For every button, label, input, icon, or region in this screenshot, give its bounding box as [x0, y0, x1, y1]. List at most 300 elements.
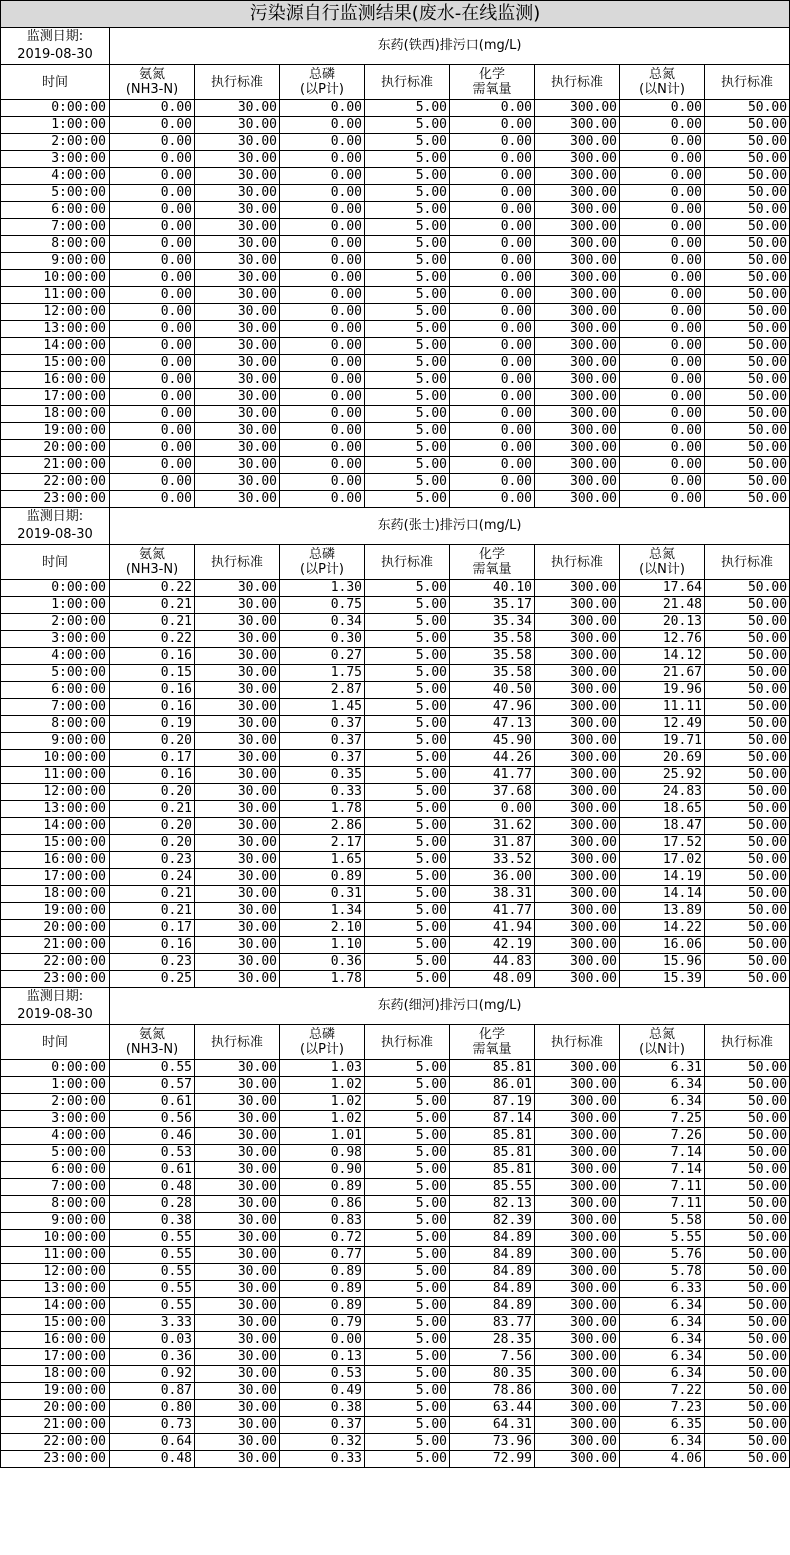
time-cell: 6:00:00 — [1, 1162, 110, 1179]
value-cell: 5.00 — [365, 869, 450, 886]
value-cell: 30.00 — [195, 1264, 280, 1281]
value-cell: 30.00 — [195, 253, 280, 270]
table-row — [1, 270, 790, 287]
value-cell: 300.00 — [535, 219, 620, 236]
value-cell: 300.00 — [535, 1060, 620, 1077]
value-cell: 5.78 — [620, 1264, 705, 1281]
value-cell: 50.00 — [705, 1077, 790, 1094]
value-cell: 0.00 — [620, 270, 705, 287]
value-cell: 300.00 — [535, 1434, 620, 1451]
value-cell: 85.81 — [450, 1060, 535, 1077]
value-cell: 0.00 — [110, 355, 195, 372]
value-cell: 5.00 — [365, 682, 450, 699]
outlet-title: 东药(细河)排污口(mg/L) — [110, 988, 790, 1025]
value-cell: 300.00 — [535, 236, 620, 253]
value-cell: 84.89 — [450, 1247, 535, 1264]
value-cell: 50.00 — [705, 699, 790, 716]
time-cell: 19:00:00 — [1, 1383, 110, 1400]
time-cell: 3:00:00 — [1, 631, 110, 648]
value-cell: 5.00 — [365, 1417, 450, 1434]
value-cell: 5.00 — [365, 134, 450, 151]
value-cell: 64.31 — [450, 1417, 535, 1434]
table-row — [1, 117, 790, 134]
value-cell: 30.00 — [195, 168, 280, 185]
column-header-row — [1, 65, 790, 100]
value-cell: 50.00 — [705, 733, 790, 750]
value-cell: 25.92 — [620, 767, 705, 784]
value-cell: 5.00 — [365, 219, 450, 236]
value-cell: 0.00 — [110, 253, 195, 270]
value-cell: 50.00 — [705, 903, 790, 920]
value-cell: 0.00 — [450, 474, 535, 491]
value-cell: 50.00 — [705, 1315, 790, 1332]
value-cell: 50.00 — [705, 648, 790, 665]
value-cell: 5.00 — [365, 716, 450, 733]
value-cell: 0.22 — [110, 580, 195, 597]
value-cell: 1.10 — [280, 937, 365, 954]
value-cell: 2.87 — [280, 682, 365, 699]
value-cell: 0.56 — [110, 1111, 195, 1128]
value-cell: 50.00 — [705, 491, 790, 508]
value-cell: 0.89 — [280, 869, 365, 886]
value-cell: 0.00 — [280, 491, 365, 508]
value-cell: 6.33 — [620, 1281, 705, 1298]
outlet-title: 东药(铁西)排污口(mg/L) — [110, 28, 790, 65]
value-cell: 1.03 — [280, 1060, 365, 1077]
value-cell: 0.00 — [620, 338, 705, 355]
time-cell: 15:00:00 — [1, 1315, 110, 1332]
value-cell: 0.35 — [280, 767, 365, 784]
table-row — [1, 784, 790, 801]
value-cell: 5.00 — [365, 580, 450, 597]
table-row — [1, 372, 790, 389]
value-cell: 300.00 — [535, 1298, 620, 1315]
value-cell: 300.00 — [535, 716, 620, 733]
value-cell: 50.00 — [705, 457, 790, 474]
value-cell: 13.89 — [620, 903, 705, 920]
table-row — [1, 1213, 790, 1230]
value-cell: 0.00 — [450, 287, 535, 304]
column-header: 执行标准 — [705, 1025, 790, 1060]
time-cell: 8:00:00 — [1, 236, 110, 253]
value-cell: 0.00 — [280, 168, 365, 185]
value-cell: 0.46 — [110, 1128, 195, 1145]
value-cell: 0.75 — [280, 597, 365, 614]
value-cell: 30.00 — [195, 801, 280, 818]
table-row — [1, 1434, 790, 1451]
table-row — [1, 767, 790, 784]
table-row — [1, 716, 790, 733]
value-cell: 0.00 — [110, 474, 195, 491]
value-cell: 6.35 — [620, 1417, 705, 1434]
value-cell: 17.02 — [620, 852, 705, 869]
value-cell: 30.00 — [195, 440, 280, 457]
value-cell: 5.00 — [365, 665, 450, 682]
value-cell: 14.19 — [620, 869, 705, 886]
value-cell: 50.00 — [705, 338, 790, 355]
value-cell: 20.13 — [620, 614, 705, 631]
time-cell: 14:00:00 — [1, 1298, 110, 1315]
value-cell: 0.24 — [110, 869, 195, 886]
date-value: 2019-08-30 — [17, 47, 93, 62]
value-cell: 300.00 — [535, 818, 620, 835]
value-cell: 50.00 — [705, 920, 790, 937]
value-cell: 50.00 — [705, 835, 790, 852]
value-cell: 300.00 — [535, 1179, 620, 1196]
column-header: 执行标准 — [705, 545, 790, 580]
value-cell: 50.00 — [705, 1264, 790, 1281]
time-cell: 13:00:00 — [1, 321, 110, 338]
table-row — [1, 903, 790, 920]
value-cell: 42.19 — [450, 937, 535, 954]
value-cell: 30.00 — [195, 716, 280, 733]
value-cell: 0.33 — [280, 784, 365, 801]
value-cell: 7.14 — [620, 1162, 705, 1179]
value-cell: 50.00 — [705, 1349, 790, 1366]
time-cell: 13:00:00 — [1, 1281, 110, 1298]
value-cell: 30.00 — [195, 631, 280, 648]
time-cell: 20:00:00 — [1, 920, 110, 937]
value-cell: 6.34 — [620, 1349, 705, 1366]
value-cell: 78.86 — [450, 1383, 535, 1400]
value-cell: 0.33 — [280, 1451, 365, 1468]
value-cell: 300.00 — [535, 355, 620, 372]
value-cell: 47.96 — [450, 699, 535, 716]
column-header: 总磷 (以P计) — [280, 545, 365, 580]
date-value: 2019-08-30 — [17, 527, 93, 542]
value-cell: 0.00 — [450, 491, 535, 508]
table-row — [1, 1111, 790, 1128]
value-cell: 5.00 — [365, 852, 450, 869]
value-cell: 0.00 — [620, 168, 705, 185]
value-cell: 30.00 — [195, 784, 280, 801]
value-cell: 0.00 — [450, 100, 535, 117]
time-cell: 7:00:00 — [1, 699, 110, 716]
table-row — [1, 648, 790, 665]
value-cell: 50.00 — [705, 440, 790, 457]
value-cell: 0.00 — [110, 185, 195, 202]
table-row — [1, 818, 790, 835]
value-cell: 0.20 — [110, 784, 195, 801]
column-header: 时间 — [1, 545, 110, 580]
table-row — [1, 631, 790, 648]
value-cell: 300.00 — [535, 1213, 620, 1230]
value-cell: 17.64 — [620, 580, 705, 597]
time-cell: 22:00:00 — [1, 474, 110, 491]
value-cell: 0.25 — [110, 971, 195, 988]
value-cell: 5.00 — [365, 835, 450, 852]
table-row — [1, 219, 790, 236]
value-cell: 0.61 — [110, 1094, 195, 1111]
time-cell: 4:00:00 — [1, 168, 110, 185]
value-cell: 300.00 — [535, 321, 620, 338]
value-cell: 0.00 — [280, 185, 365, 202]
table-row — [1, 614, 790, 631]
value-cell: 0.00 — [110, 270, 195, 287]
value-cell: 14.14 — [620, 886, 705, 903]
value-cell: 1.30 — [280, 580, 365, 597]
value-cell: 0.03 — [110, 1332, 195, 1349]
value-cell: 0.00 — [450, 355, 535, 372]
value-cell: 0.00 — [450, 406, 535, 423]
value-cell: 30.00 — [195, 321, 280, 338]
value-cell: 0.00 — [620, 134, 705, 151]
value-cell: 30.00 — [195, 1349, 280, 1366]
value-cell: 30.00 — [195, 287, 280, 304]
value-cell: 50.00 — [705, 355, 790, 372]
table-row — [1, 1264, 790, 1281]
value-cell: 0.00 — [450, 270, 535, 287]
value-cell: 300.00 — [535, 597, 620, 614]
value-cell: 5.00 — [365, 1094, 450, 1111]
value-cell: 0.00 — [280, 389, 365, 406]
value-cell: 0.00 — [110, 151, 195, 168]
value-cell: 0.19 — [110, 716, 195, 733]
value-cell: 0.98 — [280, 1145, 365, 1162]
value-cell: 5.00 — [365, 1400, 450, 1417]
time-cell: 11:00:00 — [1, 287, 110, 304]
table-row — [1, 1417, 790, 1434]
column-header: 总氮 (以N计) — [620, 545, 705, 580]
value-cell: 50.00 — [705, 168, 790, 185]
value-cell: 6.34 — [620, 1366, 705, 1383]
value-cell: 0.00 — [450, 801, 535, 818]
value-cell: 30.00 — [195, 886, 280, 903]
time-cell: 20:00:00 — [1, 1400, 110, 1417]
value-cell: 50.00 — [705, 1179, 790, 1196]
value-cell: 0.36 — [280, 954, 365, 971]
value-cell: 1.45 — [280, 699, 365, 716]
value-cell: 300.00 — [535, 1417, 620, 1434]
value-cell: 0.15 — [110, 665, 195, 682]
value-cell: 50.00 — [705, 818, 790, 835]
value-cell: 0.00 — [280, 134, 365, 151]
value-cell: 300.00 — [535, 1111, 620, 1128]
value-cell: 0.48 — [110, 1179, 195, 1196]
value-cell: 0.00 — [110, 321, 195, 338]
value-cell: 1.02 — [280, 1111, 365, 1128]
value-cell: 30.00 — [195, 1179, 280, 1196]
time-cell: 15:00:00 — [1, 835, 110, 852]
value-cell: 5.00 — [365, 1281, 450, 1298]
value-cell: 30.00 — [195, 614, 280, 631]
column-header: 执行标准 — [365, 1025, 450, 1060]
value-cell: 5.00 — [365, 1196, 450, 1213]
time-cell: 11:00:00 — [1, 767, 110, 784]
value-cell: 0.38 — [280, 1400, 365, 1417]
value-cell: 30.00 — [195, 699, 280, 716]
value-cell: 2.10 — [280, 920, 365, 937]
time-cell: 3:00:00 — [1, 151, 110, 168]
value-cell: 50.00 — [705, 1145, 790, 1162]
value-cell: 0.34 — [280, 614, 365, 631]
value-cell: 0.00 — [620, 423, 705, 440]
value-cell: 30.00 — [195, 134, 280, 151]
value-cell: 0.79 — [280, 1315, 365, 1332]
title-row — [1, 1, 790, 28]
time-cell: 19:00:00 — [1, 423, 110, 440]
value-cell: 50.00 — [705, 1332, 790, 1349]
value-cell: 50.00 — [705, 1400, 790, 1417]
value-cell: 0.90 — [280, 1162, 365, 1179]
value-cell: 0.00 — [620, 100, 705, 117]
value-cell: 6.34 — [620, 1315, 705, 1332]
table-row — [1, 355, 790, 372]
value-cell: 35.58 — [450, 648, 535, 665]
value-cell: 0.13 — [280, 1349, 365, 1366]
value-cell: 40.50 — [450, 682, 535, 699]
value-cell: 50.00 — [705, 202, 790, 219]
value-cell: 50.00 — [705, 304, 790, 321]
value-cell: 0.00 — [280, 219, 365, 236]
value-cell: 300.00 — [535, 185, 620, 202]
time-cell: 18:00:00 — [1, 1366, 110, 1383]
value-cell: 0.00 — [110, 389, 195, 406]
value-cell: 35.17 — [450, 597, 535, 614]
value-cell: 50.00 — [705, 1298, 790, 1315]
value-cell: 30.00 — [195, 491, 280, 508]
table-row — [1, 338, 790, 355]
table-row — [1, 321, 790, 338]
value-cell: 50.00 — [705, 389, 790, 406]
value-cell: 5.58 — [620, 1213, 705, 1230]
value-cell: 0.37 — [280, 716, 365, 733]
value-cell: 30.00 — [195, 682, 280, 699]
value-cell: 5.00 — [365, 920, 450, 937]
value-cell: 50.00 — [705, 1434, 790, 1451]
value-cell: 50.00 — [705, 614, 790, 631]
value-cell: 0.38 — [110, 1213, 195, 1230]
time-cell: 10:00:00 — [1, 270, 110, 287]
value-cell: 5.00 — [365, 372, 450, 389]
value-cell: 0.00 — [450, 440, 535, 457]
column-header: 执行标准 — [535, 1025, 620, 1060]
value-cell: 300.00 — [535, 1247, 620, 1264]
value-cell: 63.44 — [450, 1400, 535, 1417]
value-cell: 5.00 — [365, 304, 450, 321]
value-cell: 50.00 — [705, 117, 790, 134]
value-cell: 0.16 — [110, 767, 195, 784]
value-cell: 84.89 — [450, 1281, 535, 1298]
value-cell: 7.26 — [620, 1128, 705, 1145]
value-cell: 50.00 — [705, 937, 790, 954]
monitoring-date-cell — [1, 988, 110, 1025]
value-cell: 0.00 — [110, 491, 195, 508]
time-cell: 12:00:00 — [1, 304, 110, 321]
value-cell: 0.00 — [280, 151, 365, 168]
value-cell: 35.58 — [450, 631, 535, 648]
value-cell: 5.00 — [365, 1434, 450, 1451]
time-cell: 0:00:00 — [1, 580, 110, 597]
value-cell: 50.00 — [705, 1366, 790, 1383]
column-header: 氨氮 (NH3-N) — [110, 1025, 195, 1060]
date-label: 监测日期: — [26, 29, 84, 44]
value-cell: 0.72 — [280, 1230, 365, 1247]
value-cell: 50.00 — [705, 682, 790, 699]
value-cell: 0.00 — [110, 423, 195, 440]
value-cell: 0.00 — [450, 134, 535, 151]
value-cell: 5.00 — [365, 1128, 450, 1145]
value-cell: 40.10 — [450, 580, 535, 597]
value-cell: 14.22 — [620, 920, 705, 937]
time-cell: 17:00:00 — [1, 1349, 110, 1366]
value-cell: 0.00 — [620, 219, 705, 236]
value-cell: 300.00 — [535, 903, 620, 920]
time-cell: 3:00:00 — [1, 1111, 110, 1128]
value-cell: 12.49 — [620, 716, 705, 733]
value-cell: 0.53 — [110, 1145, 195, 1162]
value-cell: 50.00 — [705, 270, 790, 287]
column-header: 执行标准 — [195, 1025, 280, 1060]
value-cell: 3.33 — [110, 1315, 195, 1332]
column-header: 执行标准 — [195, 545, 280, 580]
value-cell: 85.55 — [450, 1179, 535, 1196]
table-row — [1, 236, 790, 253]
value-cell: 30.00 — [195, 1400, 280, 1417]
value-cell: 5.00 — [365, 270, 450, 287]
value-cell: 50.00 — [705, 1417, 790, 1434]
value-cell: 5.00 — [365, 1111, 450, 1128]
value-cell: 300.00 — [535, 440, 620, 457]
value-cell: 300.00 — [535, 338, 620, 355]
time-cell: 14:00:00 — [1, 818, 110, 835]
time-cell: 23:00:00 — [1, 971, 110, 988]
value-cell: 300.00 — [535, 665, 620, 682]
value-cell: 0.00 — [450, 321, 535, 338]
value-cell: 0.21 — [110, 614, 195, 631]
value-cell: 0.37 — [280, 1417, 365, 1434]
value-cell: 30.00 — [195, 954, 280, 971]
value-cell: 7.11 — [620, 1196, 705, 1213]
value-cell: 300.00 — [535, 971, 620, 988]
time-cell: 14:00:00 — [1, 338, 110, 355]
value-cell: 300.00 — [535, 767, 620, 784]
value-cell: 50.00 — [705, 134, 790, 151]
value-cell: 5.00 — [365, 253, 450, 270]
column-header-row — [1, 1025, 790, 1060]
table-row — [1, 1162, 790, 1179]
value-cell: 50.00 — [705, 631, 790, 648]
column-header: 总氮 (以N计) — [620, 1025, 705, 1060]
table-row — [1, 580, 790, 597]
time-cell: 16:00:00 — [1, 852, 110, 869]
table-row — [1, 733, 790, 750]
value-cell: 0.00 — [450, 304, 535, 321]
value-cell: 0.48 — [110, 1451, 195, 1468]
value-cell: 41.77 — [450, 903, 535, 920]
column-header: 执行标准 — [535, 545, 620, 580]
value-cell: 14.12 — [620, 648, 705, 665]
table-row — [1, 1315, 790, 1332]
value-cell: 30.00 — [195, 338, 280, 355]
table-row — [1, 151, 790, 168]
value-cell: 5.00 — [365, 1213, 450, 1230]
value-cell: 5.00 — [365, 202, 450, 219]
value-cell: 5.00 — [365, 1077, 450, 1094]
value-cell: 5.00 — [365, 699, 450, 716]
time-cell: 1:00:00 — [1, 597, 110, 614]
time-cell: 2:00:00 — [1, 134, 110, 151]
value-cell: 50.00 — [705, 185, 790, 202]
value-cell: 5.00 — [365, 185, 450, 202]
value-cell: 30.00 — [195, 852, 280, 869]
time-cell: 15:00:00 — [1, 355, 110, 372]
value-cell: 300.00 — [535, 202, 620, 219]
time-cell: 23:00:00 — [1, 1451, 110, 1468]
value-cell: 1.78 — [280, 801, 365, 818]
value-cell: 44.83 — [450, 954, 535, 971]
time-cell: 10:00:00 — [1, 750, 110, 767]
